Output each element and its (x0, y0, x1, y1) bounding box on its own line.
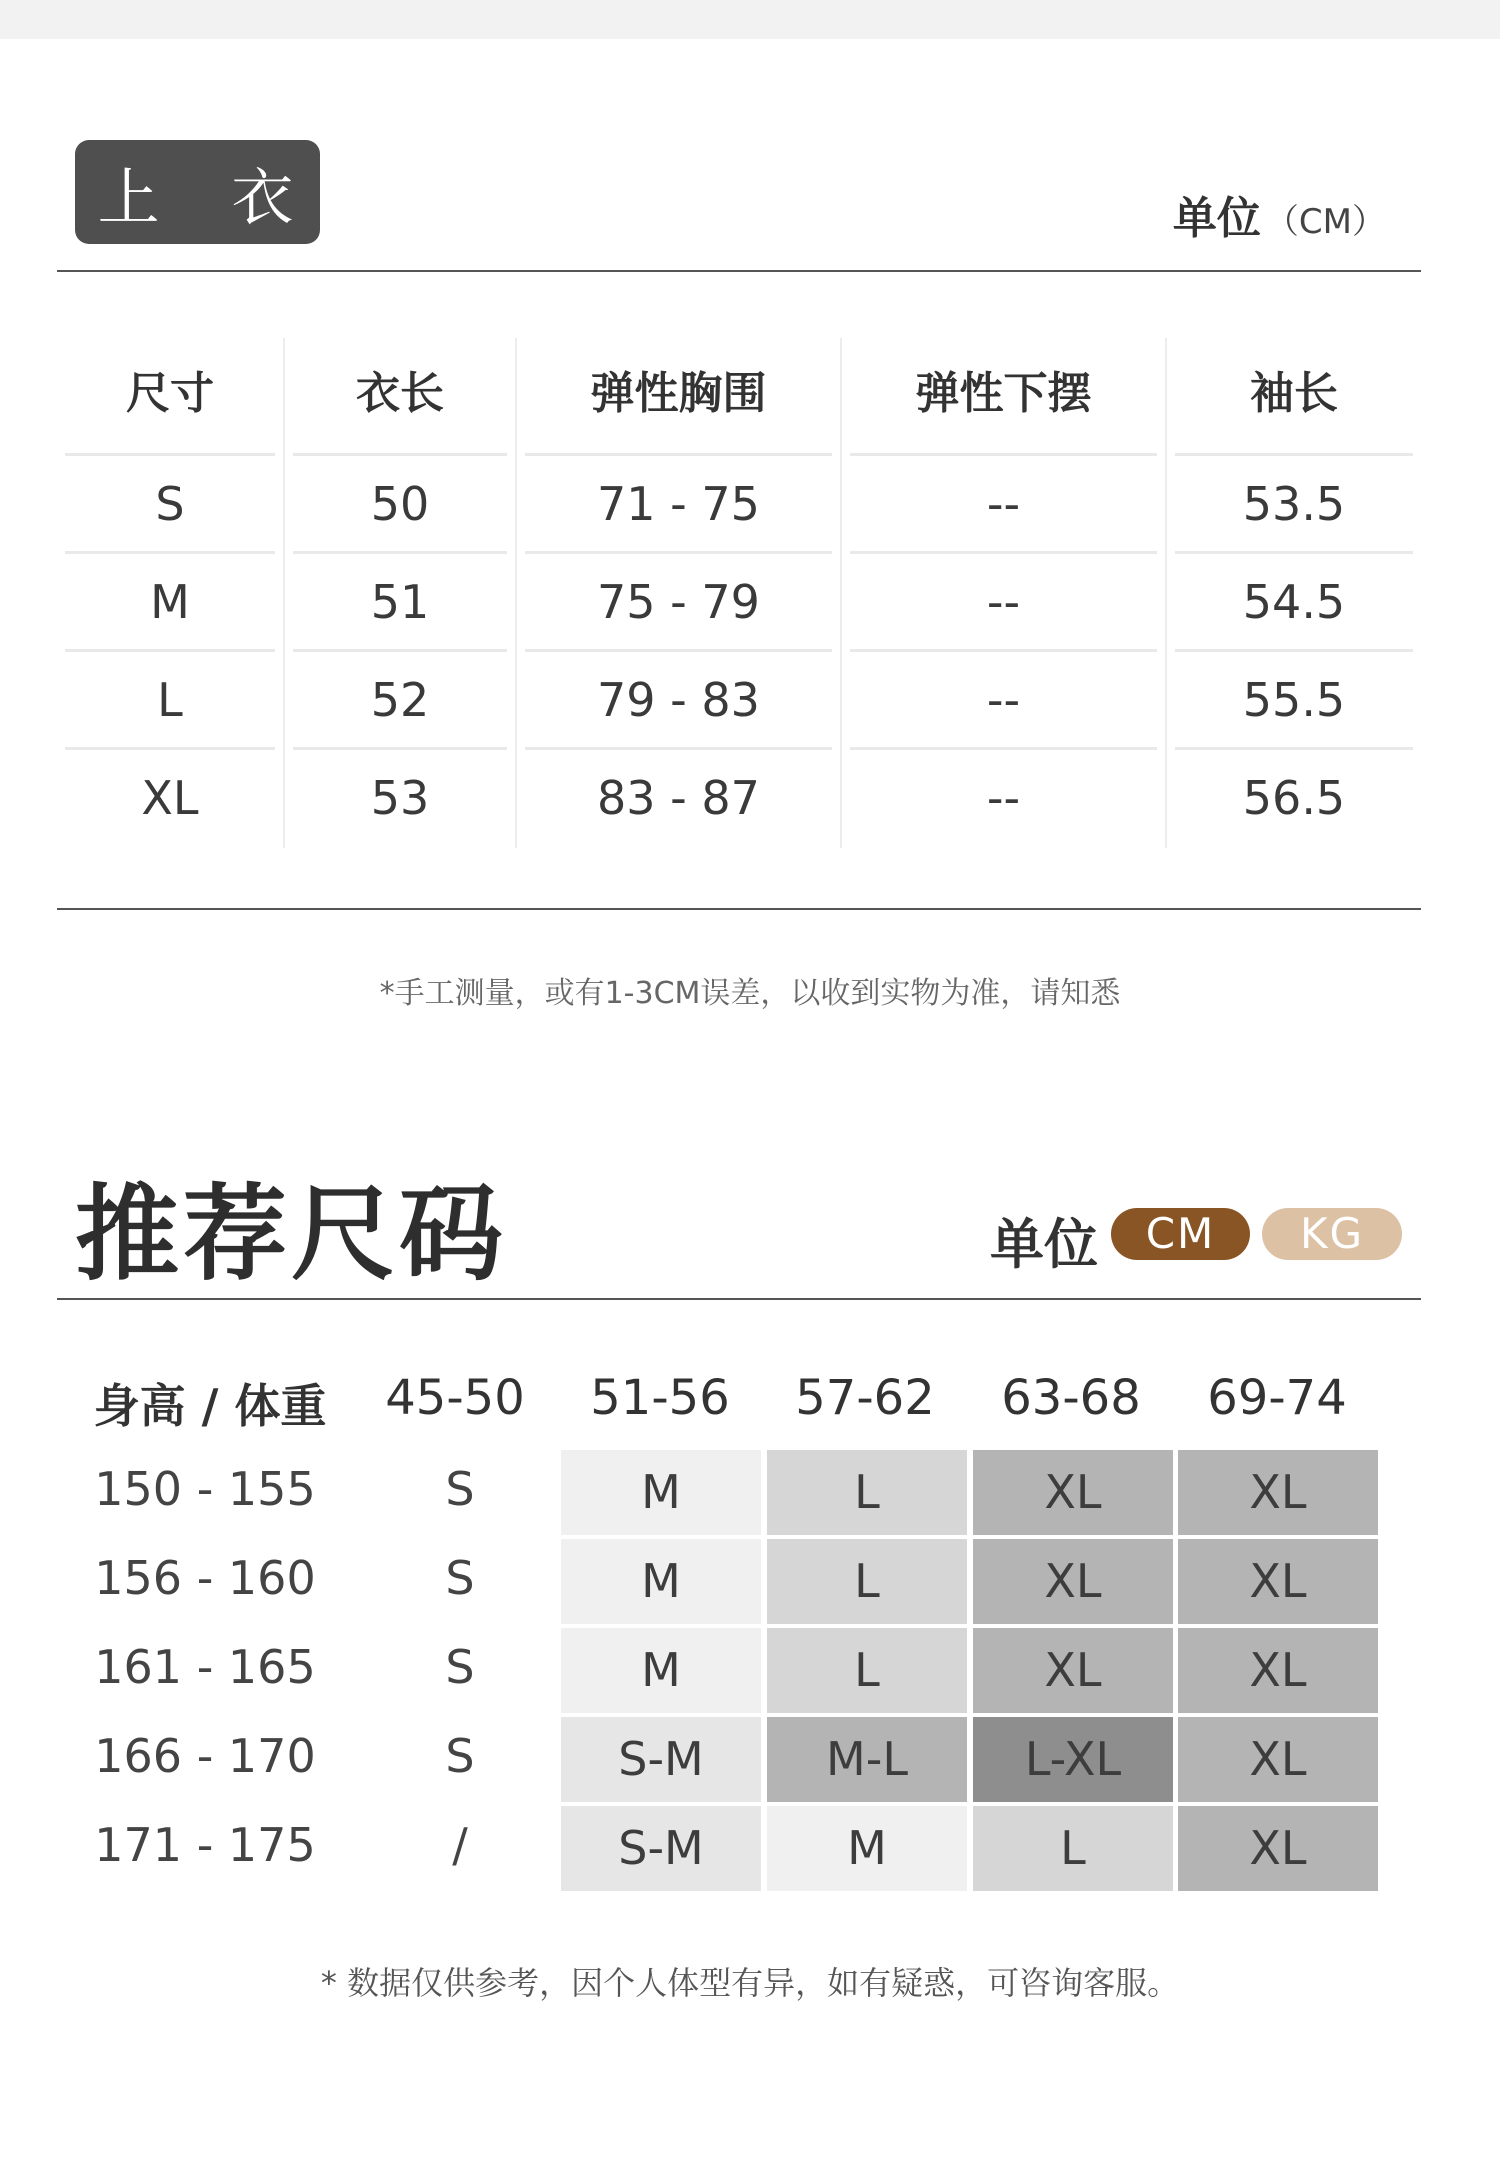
cell-chest: 83 - 87 (517, 750, 842, 848)
header-divider (57, 270, 1421, 272)
table-row (57, 652, 1421, 750)
header-sleeve: 袖长 (1167, 338, 1421, 456)
unit-label-text: 单位 (1172, 193, 1261, 244)
size-cell: S (445, 1640, 475, 1694)
size-cell: M (561, 1450, 761, 1535)
corner-header: 身高 / 体重 (93, 1379, 327, 1433)
unit-badge-cm: CM (1111, 1208, 1250, 1260)
cell-size: XL (57, 750, 285, 848)
cell-hem: -- (842, 554, 1167, 652)
cell-hem: -- (842, 652, 1167, 750)
cell-size: M (57, 554, 285, 652)
recommend-divider (57, 1298, 1421, 1300)
size-cell: S (445, 1462, 475, 1516)
size-cell: XL (1178, 1628, 1378, 1713)
cell-chest: 75 - 79 (517, 554, 842, 652)
cell-length: 50 (285, 456, 517, 554)
cell-chest: 71 - 75 (517, 456, 842, 554)
cell-size: S (57, 456, 285, 554)
cell-sleeve: 56.5 (1242, 771, 1346, 825)
size-cell: / (452, 1818, 468, 1872)
size-cell: XL (1178, 1539, 1378, 1624)
table-row (57, 456, 1421, 554)
size-cell: L (767, 1539, 967, 1624)
height-label: 161 - 165 (94, 1640, 316, 1694)
size-cell: XL (973, 1539, 1173, 1624)
recommend-note: * 数据仅供参考，因个人体型有异，如有疑惑，可咨询客服。 (320, 1964, 1180, 2002)
size-cell: L (767, 1628, 967, 1713)
size-cell: XL (1178, 1806, 1378, 1891)
cell-length: 51 (285, 554, 517, 652)
measurement-body (57, 456, 1421, 848)
height-label: 166 - 170 (94, 1729, 316, 1783)
size-cell: S (445, 1551, 475, 1605)
unit-label-paren: （CM） (1264, 202, 1386, 242)
weight-header: 45-50 (385, 1370, 525, 1426)
cell-length: 53 (285, 750, 517, 848)
header-hem: 弹性下摆 (842, 338, 1167, 456)
table-row (57, 750, 1421, 848)
weight-header: 57-62 (795, 1370, 935, 1426)
cell-sleeve: 55.5 (1167, 652, 1421, 750)
cell-size: L (57, 652, 285, 750)
size-cell: S (445, 1729, 475, 1783)
measurement-header-row (57, 338, 1421, 456)
size-cell: XL (1178, 1450, 1378, 1535)
height-label: 171 - 175 (94, 1818, 316, 1872)
recommend-unit-label: 单位 (990, 1213, 1098, 1276)
unit-badge-kg: KG (1262, 1208, 1402, 1260)
table-row (57, 554, 1421, 652)
height-label: 150 - 155 (94, 1462, 316, 1516)
weight-header: 69-74 (1207, 1370, 1347, 1426)
size-cell: M (767, 1806, 967, 1891)
weight-header: 63-68 (1001, 1370, 1141, 1426)
header-size: 尺寸 (57, 338, 285, 456)
size-cell: XL (1178, 1717, 1378, 1802)
size-cell: M (561, 1628, 761, 1713)
weight-header: 51-56 (590, 1370, 730, 1426)
cell-length: 52 (285, 652, 517, 750)
header-chest: 弹性胸围 (517, 338, 842, 456)
size-cell: M (561, 1539, 761, 1624)
cell-chest: 79 - 83 (517, 652, 842, 750)
size-cell: XL (973, 1450, 1173, 1535)
unit-label-cm (1173, 182, 1386, 246)
size-cell: L (973, 1806, 1173, 1891)
header-length: 衣长 (285, 338, 517, 456)
size-cell: L (767, 1450, 967, 1535)
recommend-title: 推荐尺码 (75, 1173, 508, 1295)
cell-sleeve: 53.5 (1167, 456, 1421, 554)
top-bar (0, 0, 1500, 39)
size-cell: M-L (767, 1717, 967, 1802)
cell-sleeve: 54.5 (1167, 554, 1421, 652)
cell-hem: -- (842, 750, 1167, 848)
size-cell: L-XL (973, 1717, 1173, 1802)
cell-hem: -- (842, 456, 1167, 554)
measurement-table (57, 338, 1421, 848)
height-label: 156 - 160 (94, 1551, 316, 1605)
size-cell: S-M (561, 1806, 761, 1891)
section-tag-top: 上 衣 (75, 140, 320, 244)
size-cell: XL (973, 1628, 1173, 1713)
measurement-note: *手工测量，或有1-3CM误差，以收到实物为准，请知悉 (379, 976, 1121, 1011)
table-bottom-divider (57, 908, 1421, 910)
size-cell: S-M (561, 1717, 761, 1802)
